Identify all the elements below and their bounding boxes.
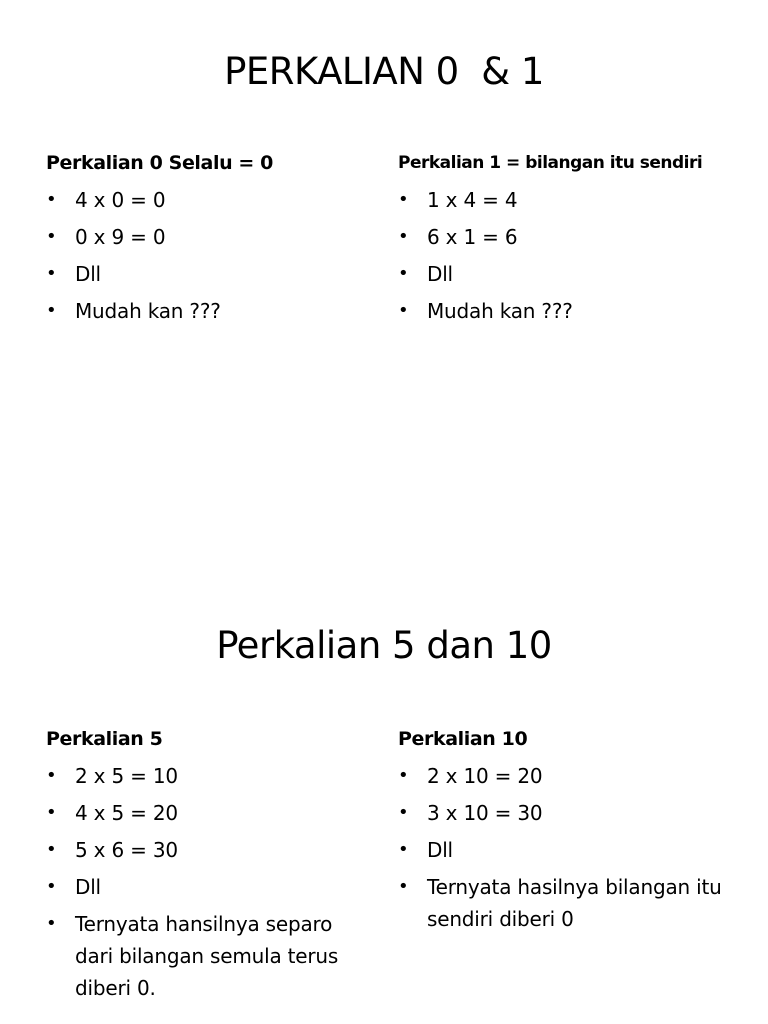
list-item: • 4 x 5 = 20 <box>46 797 376 829</box>
bullet-icon: • <box>46 300 57 321</box>
bullet-icon: • <box>46 263 57 284</box>
column-heading: Perkalian 0 Selalu = 0 <box>46 152 273 174</box>
bullet-icon: • <box>46 226 57 247</box>
list-item: • 2 x 5 = 10 <box>46 760 376 792</box>
list-item: • Ternyata hansilnya separo dari bilangan semula terus diberi 0. <box>46 908 376 1004</box>
list-item: • Ternyata hasilnya bilangan itu sendiri diberi 0 <box>398 871 728 935</box>
bullet-list <box>398 184 728 327</box>
column-perkalian-10 <box>398 726 728 940</box>
bullet-list <box>398 760 728 935</box>
column-heading: Perkalian 1 = bilangan itu sendiri <box>398 153 703 173</box>
column-perkalian-0 <box>46 150 376 332</box>
bullet-icon: • <box>398 765 409 786</box>
list-item: • 1 x 4 = 4 <box>398 184 728 216</box>
column-perkalian-5 <box>46 726 376 1009</box>
bullet-icon: • <box>398 300 409 321</box>
bullet-icon: • <box>398 839 409 860</box>
list-item: • Dll <box>398 834 728 866</box>
list-item: • 4 x 0 = 0 <box>46 184 376 216</box>
bullet-icon: • <box>398 876 409 897</box>
column-perkalian-1 <box>398 150 728 332</box>
column-heading: Perkalian 5 <box>46 728 163 750</box>
list-item: • 6 x 1 = 6 <box>398 221 728 253</box>
bullet-list <box>46 760 376 1004</box>
list-item: • Dll <box>46 871 376 903</box>
bullet-icon: • <box>46 876 57 897</box>
bullet-icon: • <box>46 189 57 210</box>
slide-title: Perkalian 5 dan 10 <box>216 624 552 667</box>
bullet-icon: • <box>398 263 409 284</box>
list-item: • Mudah kan ??? <box>398 295 728 327</box>
slide-title: PERKALIAN 0 & 1 <box>224 50 544 93</box>
column-heading: Perkalian 10 <box>398 728 528 750</box>
list-item: • 3 x 10 = 30 <box>398 797 728 829</box>
bullet-icon: • <box>46 802 57 823</box>
bullet-icon: • <box>398 226 409 247</box>
list-item: • Mudah kan ??? <box>46 295 376 327</box>
bullet-icon: • <box>398 189 409 210</box>
bullet-icon: • <box>46 839 57 860</box>
bullet-icon: • <box>46 765 57 786</box>
bullet-icon: • <box>398 802 409 823</box>
list-item: • Dll <box>46 258 376 290</box>
list-item: • Dll <box>398 258 728 290</box>
list-item: • 0 x 9 = 0 <box>46 221 376 253</box>
list-item: • 2 x 10 = 20 <box>398 760 728 792</box>
bullet-list <box>46 184 376 327</box>
bullet-icon: • <box>46 913 57 934</box>
list-item: • 5 x 6 = 30 <box>46 834 376 866</box>
slide-perkalian-5-10 <box>0 576 768 1024</box>
